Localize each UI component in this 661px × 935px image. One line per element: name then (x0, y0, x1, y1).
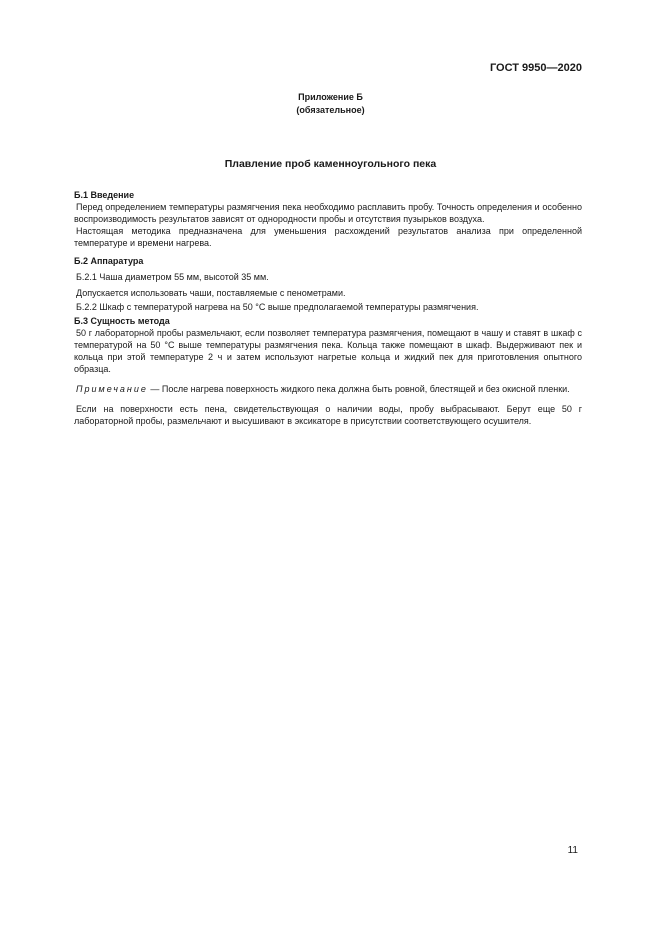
page-number: 11 (567, 845, 578, 856)
note (74, 383, 582, 395)
paragraph-b1-2: Настоящая методика предназначена для уменьшения расхождений результатов анализа при определенной температуре и времени нагрева. (74, 226, 582, 248)
item-b2-1: Б.2.1 Чаша диаметром 55 мм, высотой 35 мм. (76, 272, 269, 282)
annex-status: (обязательное) (296, 105, 365, 115)
paragraph-b3-1: 50 г лабораторной пробы размельчают, если позволяет температура размягчения, помещают в чашу и ставят в шкаф с температурой на 50 °С выше температуры размягчения пека. Кольца также помещают в шкаф. Выдерживают пек и кольца при этой температуре 2 ч и затем используют нагретые кольца и жидкий пек для приготовления опытного образца. (74, 328, 582, 374)
annex-body (74, 189, 582, 427)
section-heading-b2: Б.2 Аппаратура (74, 256, 144, 266)
standard-designation: ГОСТ 9950—2020 (489, 62, 582, 74)
section-heading-b1: Б.1 Введение (74, 190, 135, 200)
note-text: — После нагрева поверхность жидкого пека должна быть ровной, блестящей и без окисной пленки. (147, 384, 570, 394)
annex-title: Плавление проб каменноугольного пека (224, 158, 437, 170)
item-b2-1-note: Допускается использовать чаши, поставляемые с пенометрами. (76, 288, 346, 298)
item-b2-2: Б.2.2 Шкаф с температурой нагрева на 50 °С выше предполагаемой температуры размягчения. (76, 302, 479, 312)
paragraph-b3-2: Если на поверхности есть пена, свидетельствующая о наличии воды, пробу выбрасывают. Берут еще 50 г лабораторной пробы, размельчают и высушивают в эксикаторе в присутствии соответствующего осушителя. (74, 404, 582, 426)
annex-name: Приложение Б (298, 92, 363, 102)
section-heading-b3: Б.3 Сущность метода (74, 316, 170, 326)
paragraph-b1-1: Перед определением температуры размягчения пека необходимо расплавить пробу. Точность определения и особенно воспроизводимость результатов зависят от однородности пробы и отсутствия пузырьков воздуха. (74, 202, 582, 224)
note-label: Примечание (76, 384, 148, 394)
